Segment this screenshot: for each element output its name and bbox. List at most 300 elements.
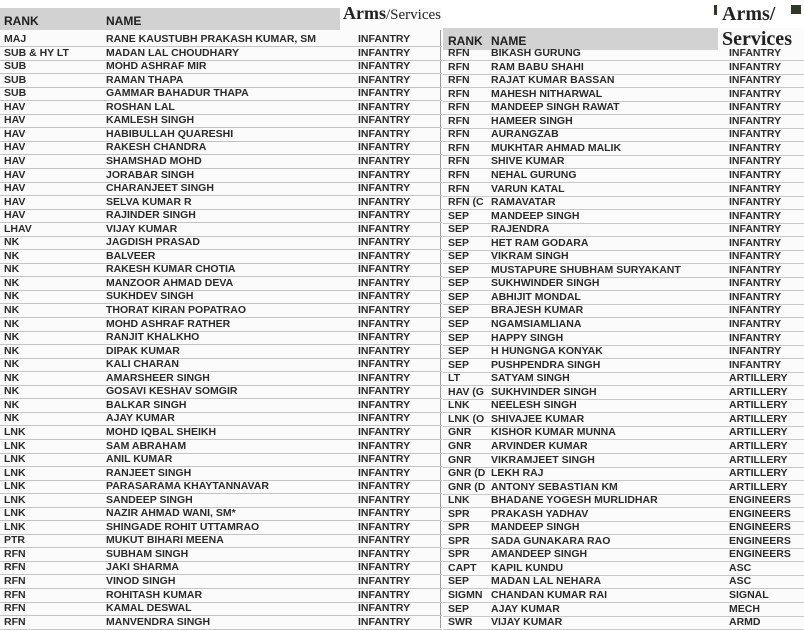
table-row <box>0 74 442 88</box>
arm-cell: INFANTRY <box>358 100 411 113</box>
table-row <box>0 440 442 454</box>
arm-cell: INFANTRY <box>729 168 782 181</box>
rank-cell: SEP <box>448 209 470 222</box>
name-cell: AMARSHEER SINGH <box>106 371 210 384</box>
name-cell: HABIBULLAH QUARESHI <box>106 127 234 140</box>
name-cell: ANIL KUMAR <box>106 453 173 466</box>
arm-cell: INFANTRY <box>358 493 411 506</box>
rank-cell: SUB & HY LT <box>4 46 69 59</box>
arm-cell: INFANTRY <box>358 398 411 411</box>
arm-cell: MECH <box>729 602 760 615</box>
arm-cell: INFANTRY <box>358 439 411 452</box>
rank-cell: LNK <box>4 520 26 533</box>
right-title-line1: Arms/ <box>722 3 776 25</box>
name-cell: RAJAT KUMAR BASSAN <box>491 74 615 87</box>
rank-cell: HAV <box>4 127 26 140</box>
right-arms-services-title <box>722 2 792 52</box>
table-row <box>443 562 804 576</box>
table-row <box>443 454 804 468</box>
table-row <box>443 155 804 169</box>
table-row <box>0 521 442 535</box>
rank-cell: LT <box>448 372 461 385</box>
name-cell: DIPAK KUMAR <box>106 344 180 357</box>
table-row <box>0 548 442 562</box>
table-row <box>443 61 804 75</box>
table-row <box>0 60 442 74</box>
name-cell: MANVENDRA SINGH <box>106 615 211 628</box>
rank-cell: SEP <box>448 345 470 358</box>
rank-cell: HAV <box>4 141 26 154</box>
name-cell: MUKUT BIHARI MEENA <box>106 534 224 547</box>
arm-cell: INFANTRY <box>358 182 411 195</box>
rank-cell: RFN <box>4 547 26 560</box>
name-cell: MADAN LAL NEHARA <box>491 575 602 588</box>
rank-cell: RFN <box>448 87 470 100</box>
arm-cell: INFANTRY <box>729 60 782 73</box>
rank-cell: LHAV <box>4 222 32 235</box>
rank-cell: HAV <box>4 195 26 208</box>
name-cell: RANJEET SINGH <box>106 466 192 479</box>
table-row <box>0 141 442 155</box>
table-row <box>0 128 442 142</box>
rank-cell: SEP <box>448 575 470 588</box>
arm-cell: INFANTRY <box>358 453 411 466</box>
name-cell: KAMAL DESWAL <box>106 602 192 615</box>
rank-cell: HAV <box>4 168 26 181</box>
name-cell: H HUNGNGA KONYAK <box>491 345 603 358</box>
rank-cell: NK <box>4 263 20 276</box>
table-row <box>0 290 442 304</box>
header-accent-block <box>791 5 801 14</box>
arm-cell: INFANTRY <box>358 317 411 330</box>
name-cell: SANDEEP SINGH <box>106 493 193 506</box>
arm-cell: INFANTRY <box>729 87 782 100</box>
rank-cell: NK <box>4 385 20 398</box>
table-row <box>443 467 804 481</box>
table-row <box>0 33 442 47</box>
arm-cell: INFANTRY <box>729 331 782 344</box>
rank-cell: SEP <box>448 304 470 317</box>
left-services-title: /Services <box>386 7 441 23</box>
arm-cell: INFANTRY <box>358 290 411 303</box>
table-row <box>443 196 804 210</box>
name-cell: SADA GUNAKARA RAO <box>491 534 611 547</box>
rank-cell: GNR <box>448 426 472 439</box>
arm-cell: INFANTRY <box>358 168 411 181</box>
rank-cell: SEP <box>448 277 470 290</box>
arm-cell: INFANTRY <box>358 561 411 574</box>
name-cell: AJAY KUMAR <box>491 602 560 615</box>
table-row <box>0 169 442 183</box>
arm-cell: INFANTRY <box>358 154 411 167</box>
table-row <box>443 183 804 197</box>
arm-cell: ASC <box>729 561 752 574</box>
table-row <box>443 494 804 508</box>
rank-cell: SEP <box>448 602 470 615</box>
name-cell: KAMLESH SINGH <box>106 114 195 127</box>
name-cell: MANZOOR AHMAD DEVA <box>106 276 234 289</box>
name-cell: KALI CHARAN <box>106 358 179 371</box>
rank-cell: SEP <box>448 331 470 344</box>
rank-cell: HAV <box>4 209 26 222</box>
arm-cell: INFANTRY <box>729 196 782 209</box>
left-arms-services-title <box>343 3 441 24</box>
rank-cell: SUB <box>4 87 27 100</box>
table-row <box>443 440 804 454</box>
name-cell: MANDEEP SINGH <box>491 521 580 534</box>
table-row <box>0 155 442 169</box>
arm-cell: INFANTRY <box>358 371 411 384</box>
name-cell: NAZIR AHMAD WANI, SM* <box>106 507 236 520</box>
name-cell: RAJINDER SINGH <box>106 209 196 222</box>
name-cell: CHARANJEET SINGH <box>106 182 214 195</box>
name-cell: SELVA KUMAR R <box>106 195 192 208</box>
arm-cell: ARTILLERY <box>729 453 788 466</box>
name-cell: SHAMSHAD MOHD <box>106 154 202 167</box>
table-row <box>443 589 804 603</box>
arm-cell: INFANTRY <box>358 249 411 262</box>
rank-cell: RFN <box>4 602 26 615</box>
table-row <box>0 47 442 61</box>
name-cell: SUBHAM SINGH <box>106 547 189 560</box>
name-cell: PRAKASH YADHAV <box>491 507 589 520</box>
name-cell: SAM ABRAHAM <box>106 439 187 452</box>
table-row <box>443 575 804 589</box>
name-cell: MANDEEP SINGH RAWAT <box>491 101 620 114</box>
table-row <box>0 399 442 413</box>
table-row <box>0 426 442 440</box>
table-row <box>443 264 804 278</box>
arm-cell: INFANTRY <box>729 155 782 168</box>
name-cell: SUKHVINDER SINGH <box>491 385 597 398</box>
name-cell: PUSHPENDRA SINGH <box>491 358 601 371</box>
name-cell: MUKHTAR AHMAD MALIK <box>491 141 622 154</box>
arm-cell: INFANTRY <box>358 588 411 601</box>
name-cell: KISHOR KUMAR MUNNA <box>491 426 616 439</box>
rank-cell: NK <box>4 317 20 330</box>
table-row <box>0 209 442 223</box>
table-row <box>0 87 442 101</box>
rank-cell: MAJ <box>4 33 27 45</box>
name-cell: RAM BABU SHAHI <box>491 60 584 73</box>
rank-cell: SEP <box>448 263 470 276</box>
arm-cell: ARTILLERY <box>729 480 788 493</box>
rank-cell: NK <box>4 358 20 371</box>
name-cell: NEHAL GURUNG <box>491 168 577 181</box>
name-cell: HET RAM GODARA <box>491 236 589 249</box>
arm-cell: ENGINEERS <box>729 534 791 547</box>
rank-cell: SEP <box>448 358 470 371</box>
arm-cell: INFANTRY <box>358 222 411 235</box>
arm-cell: INFANTRY <box>729 263 782 276</box>
arm-cell: INFANTRY <box>358 304 411 316</box>
table-row <box>0 250 442 264</box>
table-row <box>443 210 804 224</box>
arm-cell: INFANTRY <box>729 358 782 371</box>
rank-cell: RFN <box>4 615 26 628</box>
rank-cell: RFN <box>448 168 470 181</box>
right-rank-header: RANK <box>448 34 483 48</box>
arm-cell: ARTILLERY <box>729 412 788 425</box>
rank-cell: RFN <box>448 128 470 141</box>
name-cell: BALKAR SINGH <box>106 398 187 411</box>
name-cell: PARASARAMA KHAYTANNAVAR <box>106 480 269 493</box>
name-cell: HAPPY SINGH <box>491 331 564 344</box>
arm-cell: INFANTRY <box>358 547 411 560</box>
table-row <box>443 345 804 359</box>
name-cell: SUKHDEV SINGH <box>106 290 194 303</box>
right-title-line2: Services <box>722 28 792 50</box>
rank-cell: NK <box>4 412 20 425</box>
arm-cell: ASC <box>729 575 752 588</box>
table-row <box>443 548 804 562</box>
name-cell: RAKESH CHANDRA <box>106 141 207 154</box>
arm-cell: INFANTRY <box>358 507 411 520</box>
table-row <box>443 169 804 183</box>
rank-cell: NK <box>4 304 20 316</box>
table-row <box>443 372 804 386</box>
name-cell: VARUN KATAL <box>491 182 565 195</box>
rank-cell: HAV <box>4 182 26 195</box>
rank-cell: RFN <box>448 60 470 73</box>
rank-cell: RFN <box>448 182 470 195</box>
name-cell: VIKRAMJEET SINGH <box>491 453 595 466</box>
table-row <box>0 467 442 481</box>
rank-cell: SEP <box>448 318 470 330</box>
arm-cell: INFANTRY <box>358 263 411 276</box>
name-cell: NEELESH SINGH <box>491 399 577 412</box>
table-row <box>443 426 804 440</box>
rank-cell: GNR (D <box>448 480 486 493</box>
table-row <box>443 332 804 346</box>
rank-cell: PTR <box>4 534 25 547</box>
rank-cell: HAV <box>4 114 26 127</box>
rank-cell: GNR <box>448 453 472 466</box>
rank-cell: NK <box>4 236 20 249</box>
arm-cell: INFANTRY <box>358 358 411 371</box>
rank-cell: LNK <box>4 439 26 452</box>
left-rank-header: RANK <box>4 14 39 28</box>
name-cell: MOHD IQBAL SHEIKH <box>106 425 217 438</box>
name-cell: VIJAY KUMAR <box>491 616 563 629</box>
right-name-header: NAME <box>491 34 527 48</box>
name-cell: MAHESH NITHARWAL <box>491 87 603 100</box>
arm-cell: INFANTRY <box>358 344 411 357</box>
table-row <box>443 508 804 522</box>
header-accent-mark <box>714 5 717 15</box>
arm-cell: ARTILLERY <box>729 399 788 412</box>
rank-cell: NK <box>4 276 20 289</box>
table-row <box>0 304 442 318</box>
arm-cell: INFANTRY <box>358 60 411 73</box>
name-cell: AJAY KUMAR <box>106 412 175 425</box>
arm-cell: INFANTRY <box>358 466 411 479</box>
name-cell: RAMAN THAPA <box>106 73 184 86</box>
rank-cell: RFN <box>4 588 26 601</box>
arm-cell: ARTILLERY <box>729 467 788 480</box>
table-row <box>443 277 804 291</box>
name-cell: RAMAVATAR <box>491 196 556 209</box>
arm-cell: INFANTRY <box>358 114 411 127</box>
rank-cell: LNK <box>4 493 26 506</box>
rank-cell: SUB <box>4 60 27 73</box>
arm-cell: ENGINEERS <box>729 507 791 520</box>
name-cell: RAKESH KUMAR CHOTIA <box>106 263 236 276</box>
rank-cell: RFN <box>4 561 26 574</box>
table-row <box>0 114 442 128</box>
rank-cell: LNK (O <box>448 412 485 425</box>
table-row <box>0 372 442 386</box>
name-cell: MADAN LAL CHOUDHARY <box>106 46 239 59</box>
rank-cell: RFN <box>448 155 470 168</box>
name-cell: ROSHAN LAL <box>106 100 175 113</box>
rank-cell: RFN <box>448 114 470 127</box>
arm-cell: INFANTRY <box>729 182 782 195</box>
arm-cell: INFANTRY <box>729 345 782 358</box>
table-row <box>443 386 804 400</box>
arm-cell: INFANTRY <box>358 480 411 493</box>
left-header-bar <box>0 8 340 30</box>
rank-cell: LNK <box>4 480 26 493</box>
rank-cell: RFN <box>4 575 26 587</box>
table-row <box>443 521 804 535</box>
table-row <box>443 603 804 617</box>
name-cell: MOHD ASHRAF MIR <box>106 60 207 73</box>
name-cell: VIKRAM SINGH <box>491 250 569 263</box>
arm-cell: INFANTRY <box>729 101 782 114</box>
arm-cell: INFANTRY <box>729 290 782 303</box>
rank-cell: SPR <box>448 507 470 520</box>
arm-cell: INFANTRY <box>358 127 411 140</box>
arm-cell: INFANTRY <box>729 236 782 249</box>
name-cell: SATYAM SINGH <box>491 372 570 385</box>
rank-cell: HAV <box>4 100 26 113</box>
table-row <box>443 291 804 305</box>
name-cell: GOSAVI KESHAV SOMGIR <box>106 385 238 398</box>
arm-cell: INFANTRY <box>358 87 411 100</box>
table-row <box>443 237 804 251</box>
arm-cell: INFANTRY <box>729 47 782 59</box>
arm-cell: INFANTRY <box>729 114 782 127</box>
table-row <box>0 561 442 575</box>
table-row <box>0 101 442 115</box>
arm-cell: INFANTRY <box>358 602 411 615</box>
name-cell: THORAT KIRAN POPATRAO <box>106 304 246 316</box>
name-cell: VINOD SINGH <box>106 575 176 587</box>
arm-cell: INFANTRY <box>729 209 782 222</box>
table-row <box>443 223 804 237</box>
arm-cell: INFANTRY <box>729 277 782 290</box>
rank-cell: RFN <box>448 47 470 59</box>
name-cell: MUSTAPURE SHUBHAM SURYAKANT <box>491 263 681 276</box>
rank-cell: HAV (G <box>448 385 484 398</box>
rank-cell: NK <box>4 249 20 262</box>
name-cell: NGAMSIAMLIANA <box>491 318 582 330</box>
arm-cell: ARTILLERY <box>729 439 788 452</box>
table-row <box>0 453 442 467</box>
arm-cell: ARMD <box>729 616 761 629</box>
arm-cell: INFANTRY <box>729 141 782 154</box>
rank-cell: SEP <box>448 290 470 303</box>
rank-cell: GNR (D <box>448 467 486 480</box>
arm-cell: INFANTRY <box>358 236 411 249</box>
rank-cell: HAV <box>4 154 26 167</box>
rank-cell: RFN <box>448 101 470 114</box>
table-row <box>0 358 442 372</box>
table-row <box>443 115 804 129</box>
rank-cell: LNK <box>4 425 26 438</box>
table-row <box>0 263 442 277</box>
arm-cell: INFANTRY <box>358 33 411 45</box>
table-row <box>0 602 442 616</box>
name-cell: AURANGZAB <box>491 128 559 141</box>
table-row <box>0 182 442 196</box>
table-row <box>0 412 442 426</box>
name-cell: GAMMAR BAHADUR THAPA <box>106 87 249 100</box>
name-cell: AMANDEEP SINGH <box>491 548 588 561</box>
rank-cell: SEP <box>448 236 470 249</box>
arm-cell: INFANTRY <box>358 73 411 86</box>
arm-cell: INFANTRY <box>358 615 411 628</box>
table-row <box>0 196 442 210</box>
name-cell: SUKHWINDER SINGH <box>491 277 600 290</box>
rank-cell: RFN <box>448 141 470 154</box>
table-row <box>443 359 804 373</box>
name-cell: MANDEEP SINGH <box>491 209 580 222</box>
name-cell: SHIVE KUMAR <box>491 155 565 168</box>
name-cell: MOHD ASHRAF RATHER <box>106 317 231 330</box>
table-row <box>443 128 804 142</box>
rank-cell: SEP <box>448 250 470 263</box>
table-row <box>443 481 804 495</box>
arm-cell: ENGINEERS <box>729 548 791 561</box>
arm-cell: ARTILLERY <box>729 372 788 385</box>
arm-cell: INFANTRY <box>729 318 782 330</box>
rank-cell: SIGMN <box>448 589 483 601</box>
table-row <box>0 480 442 494</box>
rank-cell: LNK <box>448 399 470 412</box>
name-cell: RAJENDRA <box>491 223 550 236</box>
left-roll-table <box>0 8 442 628</box>
rank-cell: NK <box>4 344 20 357</box>
table-row <box>443 304 804 318</box>
table-row <box>0 494 442 508</box>
arm-cell: INFANTRY <box>358 331 411 344</box>
arm-cell: SIGNAL <box>729 589 769 601</box>
arm-cell: INFANTRY <box>729 250 782 263</box>
arm-cell: ARTILLERY <box>729 385 788 398</box>
name-cell: JAKI SHARMA <box>106 561 179 574</box>
arm-cell: INFANTRY <box>358 425 411 438</box>
arm-cell: INFANTRY <box>358 276 411 289</box>
name-cell: BHADANE YOGESH MURLIDHAR <box>491 494 658 507</box>
arm-cell: INFANTRY <box>358 46 411 59</box>
arm-cell: INFANTRY <box>358 412 411 425</box>
name-cell: VIJAY KUMAR <box>106 222 178 235</box>
table-row <box>443 88 804 102</box>
rank-cell: GNR <box>448 439 472 452</box>
rank-cell: LNK <box>4 453 26 466</box>
rank-cell: LNK <box>448 494 470 507</box>
name-cell: CHANDAN KUMAR RAI <box>491 589 608 601</box>
name-cell: ANTONY SEBASTIAN KM <box>491 480 618 493</box>
arm-cell: ENGINEERS <box>729 521 791 534</box>
table-row <box>0 318 442 332</box>
rank-cell: RFN (C <box>448 196 484 209</box>
arm-cell: INFANTRY <box>358 534 411 547</box>
name-cell: ABHIJIT MONDAL <box>491 290 581 303</box>
rank-cell: SPR <box>448 548 470 561</box>
